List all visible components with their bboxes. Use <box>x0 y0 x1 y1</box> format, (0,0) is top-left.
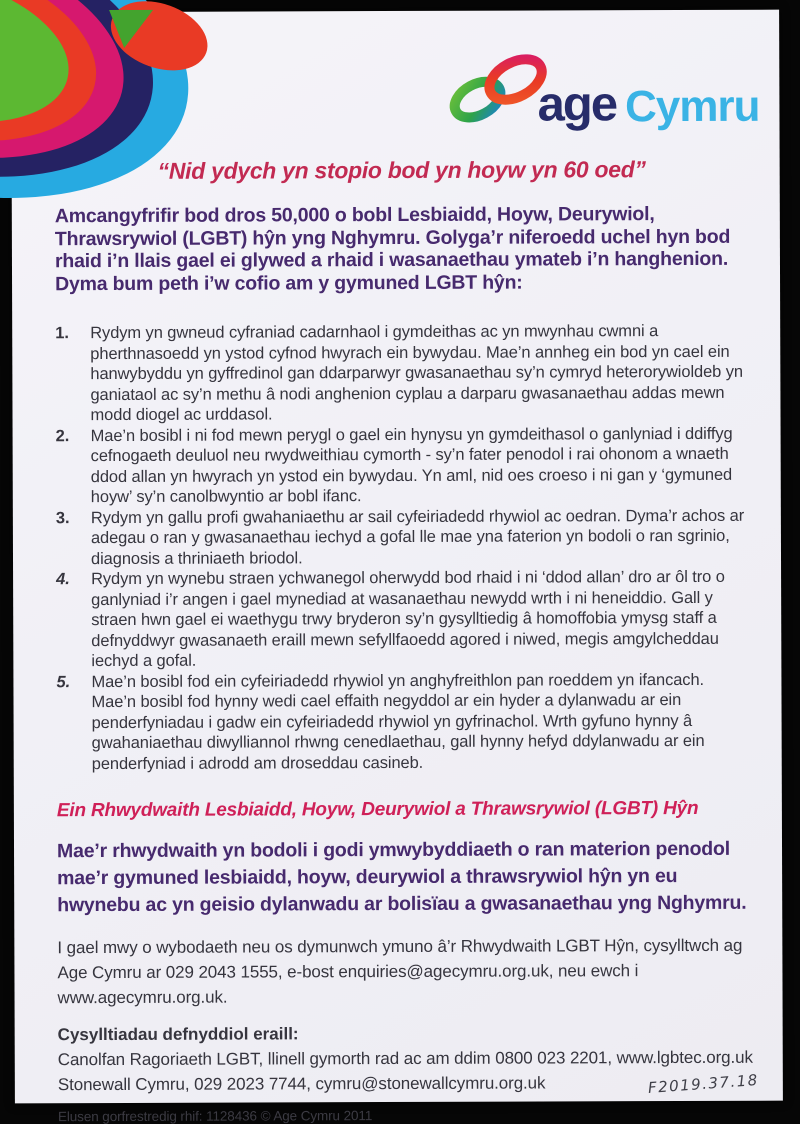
list-item <box>56 567 758 672</box>
logo-age-text: age <box>537 77 617 132</box>
list-item <box>56 423 758 507</box>
list-item-text: Rydym yn gwneud cyfraniad cadarnhaol i gymdeithas ac yn mwynhau cwmni a pherthnasoedd yn ystod cyfnod hwyrach ein bywydau. Mae’n annheg ein bod yn cael ein hanwybyddu yn gyffredinol gan ddarparwyr gwasanaethau sy’n cymryd heterorywioldeb yn ganiataol ac sy’n methu â nodi anghenion cyplau a darparu gwasanaethau addas mewn modd diogel ac urddasol. <box>90 322 743 425</box>
list-item <box>55 321 757 426</box>
page-content <box>55 203 760 1124</box>
list-item-number: 1. <box>55 324 70 343</box>
list-item <box>56 505 758 569</box>
charity-registration-footer: Elusen gorfrestredig rhif: 1128436 © Age Cymru 2011 <box>57 1108 373 1124</box>
list-item-text: Mae’n bosibl fod ein cyfeiriadedd rhywiol yn anghyfreithlon pan roeddem yn ifancach. Mae’n bosibl fod hynny wedi cael effaith negyddol ar ein hyder a dylanwadu ar ein penderfyniadau i gadw ein cyfeiriadedd rhywiol yn gyfrinachol. Wrth gyfuno hynny â gwahaniaethau diwylliannol rhwng cenedlaethau, gall hynny hefyd ddylanwadu ar ein penderfyniad i adrodd am droseddau casineb. <box>91 670 705 773</box>
list-item-text: Rydym yn gallu profi gwahaniaethu ar sail cyfeiriadedd rhywiol ac oedran. Dyma’r achos ar adegau o ran y gwasanaethau iechyd a gofal lle mae yna faterion yn bodoli o ran sgrinio, diagnosis a thriniaeth briodol. <box>90 506 745 568</box>
list-item-number: 4. <box>56 570 70 589</box>
contact-paragraph: I gael mwy o wybodaeth neu os dymunwch ymuno â’r Rhwydwaith LGBT Hŷn, cysylltwch ag Age Cymru ar 029 2043 1555, e-bost enquiries@agecymru.org.uk, neu ewch i www.agecymru.org.uk. <box>57 935 743 1008</box>
handwritten-reference-number: F2019.37.18 <box>647 1070 760 1097</box>
headline-quote: “Nid ydych yn stopio bod yn hoyw yn 60 oed” <box>157 156 646 184</box>
leaflet-page <box>11 10 783 1124</box>
age-cymru-logo <box>439 48 760 132</box>
list-item-number: 2. <box>55 426 70 445</box>
logo-cymru-text: Cymru <box>624 81 760 132</box>
useful-contact-line: Canolfan Ragoriaeth LGBT, llinell gymorth rad ac am ddim 0800 023 2201, www.lgbtec.org.uk <box>57 1047 753 1070</box>
useful-contacts-heading: Cysylltiadau defnyddiol eraill: <box>57 1024 299 1045</box>
numbered-list <box>55 321 759 774</box>
network-section-heading: Ein Rhwydwaith Lesbiaidd, Hoyw, Deurywiol a Thrawsrywiol (LGBT) Hŷn <box>56 797 699 822</box>
list-item <box>56 669 758 774</box>
list-item-number: 5. <box>56 672 71 691</box>
useful-contact-line: Stonewall Cymru, 029 2023 7744, cymru@stonewallcymru.org.uk <box>57 1073 546 1095</box>
list-item-text: Rydym yn wynebu straen ychwanegol oherwydd bod rhaid i ni ‘ddod allan’ dro ar ôl tro o ganlyniad i’r angen i gael mynediad at wasanaethau newydd wrth i ni heneiddio. Gall y straen hwn gael ei waethygu trwy bryderon sy’n gysylltiedig â homoffobia ymysg staff a defnyddwyr gwasanaeth eraill mewn sefyllfaoedd agored i niwed, megis amgylcheddau iechyd a gofal. <box>91 567 725 671</box>
intro-paragraph: Amcangyfrifir bod dros 50,000 o bobl Lesbiaidd, Hoyw, Deurywiol, Thrawsrywiol (LGBT) hŷn yng Nghymru. Golyga’r niferoedd uchel hyn bod rhaid i’n llais gael ei glywed a rhaid i wasanaethau ymateb i’n hanghenion. Dyma bum peth i’w cofio am y gymuned LGBT hŷn: <box>54 203 731 295</box>
list-item-text: Mae’n bosibl i ni fod mewn perygl o gael ein hynysu yn gymdeithasol o ganlyniad i ddiffyg cefnogaeth deuluol neu rwydweithiau cymorth - sy’n fater penodol i rai ohonom a wnaeth ddod allan yn hwyrach yn ystod ein bywydau. Yn aml, nid oes croeso i ni gan y ‘gymuned hoyw’ sy’n canolbwyntio ar bobl ifanc. <box>90 424 733 507</box>
list-item-number: 3. <box>55 508 70 527</box>
network-paragraph: Mae’r rhwydwaith yn bodoli i godi ymwybyddiaeth o ran materion penodol mae’r gymuned lesbiaidd, hoyw, deurywiol a thrawsrywiol hŷn yn eu hwynebu ac yn geisio dylanwadu ar bolisïau a gwasanaethau yng Nghymru. <box>56 837 747 917</box>
